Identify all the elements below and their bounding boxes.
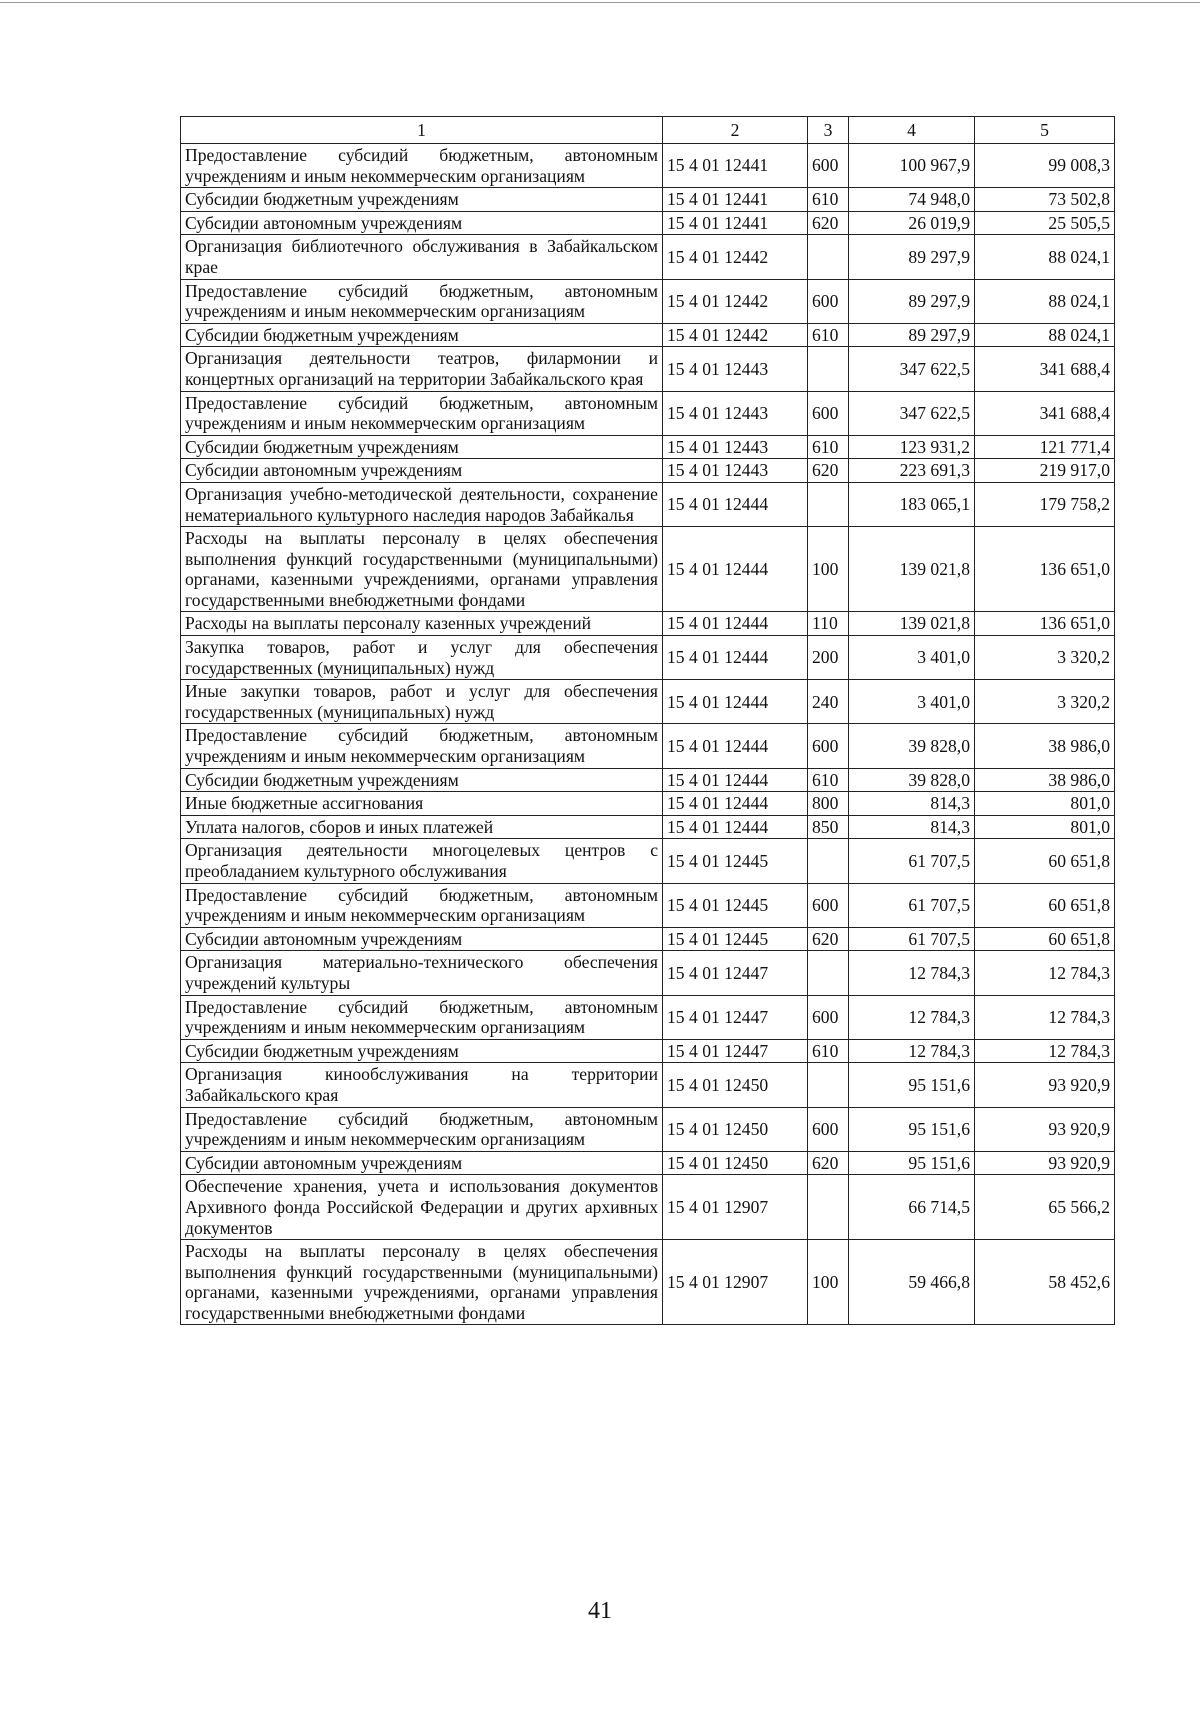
row-expense-type-cell: 610 <box>808 323 849 347</box>
row-name-cell: Организация учебно-методической деятельности, сохранение нематериального культурного наследия народов Забайкалья <box>181 482 663 526</box>
row-amount-col5-cell: 25 505,5 <box>975 211 1115 235</box>
row-name-cell: Иные закупки товаров, работ и услуг для обеспечения государственных (муниципальных) нужд <box>181 680 663 724</box>
row-amount-col4-cell: 61 707,5 <box>849 883 975 927</box>
row-code-cell: 15 4 01 12444 <box>663 815 808 839</box>
row-amount-col5-cell: 88 024,1 <box>975 235 1115 279</box>
row-amount-col4-cell: 95 151,6 <box>849 1107 975 1151</box>
table-row <box>181 612 1115 636</box>
table-row <box>181 1175 1115 1240</box>
row-name-cell: Организация деятельности театров, филармонии и концертных организаций на территории Забайкальского края <box>181 347 663 391</box>
column-header-4: 4 <box>849 117 975 144</box>
column-header-5: 5 <box>975 117 1115 144</box>
row-expense-type-cell: 600 <box>808 995 849 1039</box>
row-expense-type-cell: 600 <box>808 144 849 188</box>
column-header-3: 3 <box>808 117 849 144</box>
row-amount-col4-cell: 814,3 <box>849 792 975 816</box>
row-name-cell: Субсидии бюджетным учреждениям <box>181 323 663 347</box>
budget-table <box>180 116 1115 1325</box>
row-name-cell: Субсидии бюджетным учреждениям <box>181 435 663 459</box>
row-name-cell: Организация кинообслуживания на территории Забайкальского края <box>181 1063 663 1107</box>
row-code-cell: 15 4 01 12907 <box>663 1240 808 1325</box>
row-name-cell: Субсидии автономным учреждениям <box>181 1151 663 1175</box>
row-amount-col4-cell: 223 691,3 <box>849 459 975 483</box>
row-amount-col5-cell: 179 758,2 <box>975 482 1115 526</box>
row-expense-type-cell: 600 <box>808 279 849 323</box>
column-header-1: 1 <box>181 117 663 144</box>
row-code-cell: 15 4 01 12444 <box>663 680 808 724</box>
row-amount-col5-cell: 73 502,8 <box>975 188 1115 212</box>
row-amount-col4-cell: 61 707,5 <box>849 927 975 951</box>
row-amount-col5-cell: 12 784,3 <box>975 1039 1115 1063</box>
row-code-cell: 15 4 01 12445 <box>663 927 808 951</box>
row-amount-col5-cell: 93 920,9 <box>975 1063 1115 1107</box>
page-number: 41 <box>588 1598 612 1624</box>
table-row <box>181 1063 1115 1107</box>
column-header-2: 2 <box>663 117 808 144</box>
row-amount-col5-cell: 65 566,2 <box>975 1175 1115 1240</box>
row-code-cell: 15 4 01 12444 <box>663 527 808 612</box>
row-amount-col5-cell: 136 651,0 <box>975 527 1115 612</box>
row-expense-type-cell: 620 <box>808 211 849 235</box>
row-amount-col4-cell: 12 784,3 <box>849 951 975 995</box>
row-code-cell: 15 4 01 12445 <box>663 839 808 883</box>
table-row <box>181 1107 1115 1151</box>
row-amount-col5-cell: 341 688,4 <box>975 391 1115 435</box>
row-name-cell: Организация деятельности многоцелевых центров с преобладанием культурного обслуживания <box>181 839 663 883</box>
row-amount-col4-cell: 12 784,3 <box>849 1039 975 1063</box>
table-row <box>181 459 1115 483</box>
row-code-cell: 15 4 01 12441 <box>663 211 808 235</box>
table-row <box>181 636 1115 680</box>
row-code-cell: 15 4 01 12441 <box>663 144 808 188</box>
table-row <box>181 724 1115 768</box>
row-amount-col5-cell: 58 452,6 <box>975 1240 1115 1325</box>
row-name-cell: Иные бюджетные ассигнования <box>181 792 663 816</box>
row-expense-type-cell: 610 <box>808 1039 849 1063</box>
row-amount-col4-cell: 123 931,2 <box>849 435 975 459</box>
row-code-cell: 15 4 01 12447 <box>663 1039 808 1063</box>
row-name-cell: Предоставление субсидий бюджетным, автономным учреждениям и иным некоммерческим организациям <box>181 144 663 188</box>
row-expense-type-cell: 600 <box>808 724 849 768</box>
table-row <box>181 279 1115 323</box>
table-row <box>181 951 1115 995</box>
row-expense-type-cell: 610 <box>808 188 849 212</box>
row-name-cell: Предоставление субсидий бюджетным, автономным учреждениям и иным некоммерческим организациям <box>181 995 663 1039</box>
row-code-cell: 15 4 01 12443 <box>663 459 808 483</box>
table-row <box>181 391 1115 435</box>
row-amount-col5-cell: 60 651,8 <box>975 927 1115 951</box>
table-row <box>181 235 1115 279</box>
row-expense-type-cell <box>808 1175 849 1240</box>
row-code-cell: 15 4 01 12450 <box>663 1063 808 1107</box>
row-name-cell: Предоставление субсидий бюджетным, автономным учреждениям и иным некоммерческим организациям <box>181 883 663 927</box>
row-expense-type-cell <box>808 839 849 883</box>
row-name-cell: Закупка товаров, работ и услуг для обеспечения государственных (муниципальных) нужд <box>181 636 663 680</box>
table-header-row <box>181 117 1115 144</box>
row-amount-col5-cell: 93 920,9 <box>975 1151 1115 1175</box>
row-expense-type-cell <box>808 482 849 526</box>
row-name-cell: Субсидии автономным учреждениям <box>181 927 663 951</box>
row-expense-type-cell: 110 <box>808 612 849 636</box>
row-amount-col4-cell: 12 784,3 <box>849 995 975 1039</box>
row-name-cell: Субсидии автономным учреждениям <box>181 459 663 483</box>
row-code-cell: 15 4 01 12444 <box>663 612 808 636</box>
row-amount-col4-cell: 139 021,8 <box>849 527 975 612</box>
row-expense-type-cell: 100 <box>808 1240 849 1325</box>
row-expense-type-cell <box>808 235 849 279</box>
table-row <box>181 927 1115 951</box>
table-row <box>181 482 1115 526</box>
row-code-cell: 15 4 01 12443 <box>663 435 808 459</box>
row-amount-col4-cell: 74 948,0 <box>849 188 975 212</box>
row-amount-col5-cell: 60 651,8 <box>975 839 1115 883</box>
table-row <box>181 815 1115 839</box>
table-body <box>181 144 1115 1325</box>
row-expense-type-cell: 800 <box>808 792 849 816</box>
row-amount-col5-cell: 3 320,2 <box>975 636 1115 680</box>
row-name-cell: Расходы на выплаты персоналу казенных учреждений <box>181 612 663 636</box>
row-expense-type-cell: 620 <box>808 1151 849 1175</box>
row-code-cell: 15 4 01 12907 <box>663 1175 808 1240</box>
row-expense-type-cell: 200 <box>808 636 849 680</box>
table-row <box>181 768 1115 792</box>
table-row <box>181 1039 1115 1063</box>
row-amount-col5-cell: 12 784,3 <box>975 951 1115 995</box>
row-expense-type-cell: 600 <box>808 391 849 435</box>
table-row <box>181 323 1115 347</box>
row-code-cell: 15 4 01 12445 <box>663 883 808 927</box>
row-name-cell: Предоставление субсидий бюджетным, автономным учреждениям и иным некоммерческим организациям <box>181 1107 663 1151</box>
row-amount-col4-cell: 347 622,5 <box>849 391 975 435</box>
row-amount-col5-cell: 121 771,4 <box>975 435 1115 459</box>
row-code-cell: 15 4 01 12450 <box>663 1107 808 1151</box>
row-code-cell: 15 4 01 12444 <box>663 724 808 768</box>
row-amount-col4-cell: 814,3 <box>849 815 975 839</box>
table-row <box>181 527 1115 612</box>
row-amount-col5-cell: 60 651,8 <box>975 883 1115 927</box>
row-amount-col5-cell: 3 320,2 <box>975 680 1115 724</box>
row-expense-type-cell: 610 <box>808 768 849 792</box>
table-row <box>181 883 1115 927</box>
row-expense-type-cell: 600 <box>808 883 849 927</box>
row-code-cell: 15 4 01 12443 <box>663 391 808 435</box>
row-name-cell: Предоставление субсидий бюджетным, автономным учреждениям и иным некоммерческим организациям <box>181 724 663 768</box>
row-name-cell: Расходы на выплаты персоналу в целях обеспечения выполнения функций государственными (муниципальными) органами, казенными учреждениями, органами управления государственными внебюджетными фондами <box>181 527 663 612</box>
row-amount-col5-cell: 341 688,4 <box>975 347 1115 391</box>
row-name-cell: Субсидии автономным учреждениям <box>181 211 663 235</box>
row-name-cell: Организация библиотечного обслуживания в Забайкальском крае <box>181 235 663 279</box>
row-amount-col5-cell: 93 920,9 <box>975 1107 1115 1151</box>
row-expense-type-cell: 100 <box>808 527 849 612</box>
row-amount-col5-cell: 801,0 <box>975 792 1115 816</box>
row-amount-col4-cell: 139 021,8 <box>849 612 975 636</box>
row-amount-col4-cell: 3 401,0 <box>849 680 975 724</box>
row-code-cell: 15 4 01 12444 <box>663 636 808 680</box>
row-amount-col4-cell: 39 828,0 <box>849 724 975 768</box>
row-amount-col5-cell: 219 917,0 <box>975 459 1115 483</box>
row-code-cell: 15 4 01 12444 <box>663 768 808 792</box>
row-expense-type-cell: 620 <box>808 927 849 951</box>
row-amount-col5-cell: 88 024,1 <box>975 323 1115 347</box>
table-row <box>181 211 1115 235</box>
row-code-cell: 15 4 01 12442 <box>663 323 808 347</box>
table-row <box>181 839 1115 883</box>
row-name-cell: Организация материально-технического обеспечения учреждений культуры <box>181 951 663 995</box>
table-row <box>181 995 1115 1039</box>
row-amount-col4-cell: 183 065,1 <box>849 482 975 526</box>
row-expense-type-cell: 610 <box>808 435 849 459</box>
row-amount-col4-cell: 89 297,9 <box>849 279 975 323</box>
row-name-cell: Субсидии бюджетным учреждениям <box>181 188 663 212</box>
row-expense-type-cell <box>808 347 849 391</box>
row-name-cell: Субсидии бюджетным учреждениям <box>181 768 663 792</box>
row-name-cell: Уплата налогов, сборов и иных платежей <box>181 815 663 839</box>
row-name-cell: Субсидии бюджетным учреждениям <box>181 1039 663 1063</box>
row-expense-type-cell: 620 <box>808 459 849 483</box>
row-expense-type-cell: 240 <box>808 680 849 724</box>
row-code-cell: 15 4 01 12447 <box>663 995 808 1039</box>
row-expense-type-cell <box>808 951 849 995</box>
row-amount-col5-cell: 12 784,3 <box>975 995 1115 1039</box>
row-expense-type-cell: 850 <box>808 815 849 839</box>
table-row <box>181 1240 1115 1325</box>
row-amount-col4-cell: 95 151,6 <box>849 1151 975 1175</box>
row-amount-col4-cell: 89 297,9 <box>849 235 975 279</box>
row-code-cell: 15 4 01 12444 <box>663 482 808 526</box>
row-name-cell: Предоставление субсидий бюджетным, автономным учреждениям и иным некоммерческим организациям <box>181 391 663 435</box>
row-name-cell: Обеспечение хранения, учета и использования документов Архивного фонда Российской Федерации и других архивных документов <box>181 1175 663 1240</box>
row-amount-col4-cell: 100 967,9 <box>849 144 975 188</box>
table-row <box>181 435 1115 459</box>
row-amount-col5-cell: 38 986,0 <box>975 768 1115 792</box>
row-amount-col4-cell: 59 466,8 <box>849 1240 975 1325</box>
row-amount-col4-cell: 66 714,5 <box>849 1175 975 1240</box>
row-expense-type-cell: 600 <box>808 1107 849 1151</box>
row-amount-col4-cell: 39 828,0 <box>849 768 975 792</box>
row-code-cell: 15 4 01 12443 <box>663 347 808 391</box>
table-row <box>181 347 1115 391</box>
table-row <box>181 680 1115 724</box>
row-amount-col4-cell: 26 019,9 <box>849 211 975 235</box>
table-row <box>181 1151 1115 1175</box>
row-code-cell: 15 4 01 12444 <box>663 792 808 816</box>
row-amount-col5-cell: 88 024,1 <box>975 279 1115 323</box>
row-code-cell: 15 4 01 12447 <box>663 951 808 995</box>
row-amount-col5-cell: 38 986,0 <box>975 724 1115 768</box>
table-row <box>181 144 1115 188</box>
row-code-cell: 15 4 01 12442 <box>663 279 808 323</box>
scan-edge-line <box>0 2 1200 3</box>
row-amount-col4-cell: 95 151,6 <box>849 1063 975 1107</box>
row-name-cell: Предоставление субсидий бюджетным, автономным учреждениям и иным некоммерческим организациям <box>181 279 663 323</box>
row-expense-type-cell <box>808 1063 849 1107</box>
row-amount-col4-cell: 89 297,9 <box>849 323 975 347</box>
table-row <box>181 188 1115 212</box>
row-amount-col5-cell: 801,0 <box>975 815 1115 839</box>
row-amount-col4-cell: 3 401,0 <box>849 636 975 680</box>
row-amount-col5-cell: 136 651,0 <box>975 612 1115 636</box>
row-amount-col5-cell: 99 008,3 <box>975 144 1115 188</box>
table-row <box>181 792 1115 816</box>
row-code-cell: 15 4 01 12442 <box>663 235 808 279</box>
row-amount-col4-cell: 347 622,5 <box>849 347 975 391</box>
row-code-cell: 15 4 01 12450 <box>663 1151 808 1175</box>
row-amount-col4-cell: 61 707,5 <box>849 839 975 883</box>
row-code-cell: 15 4 01 12441 <box>663 188 808 212</box>
row-name-cell: Расходы на выплаты персоналу в целях обеспечения выполнения функций государственными (муниципальными) органами, казенными учреждениями, органами управления государственными внебюджетными фондами <box>181 1240 663 1325</box>
